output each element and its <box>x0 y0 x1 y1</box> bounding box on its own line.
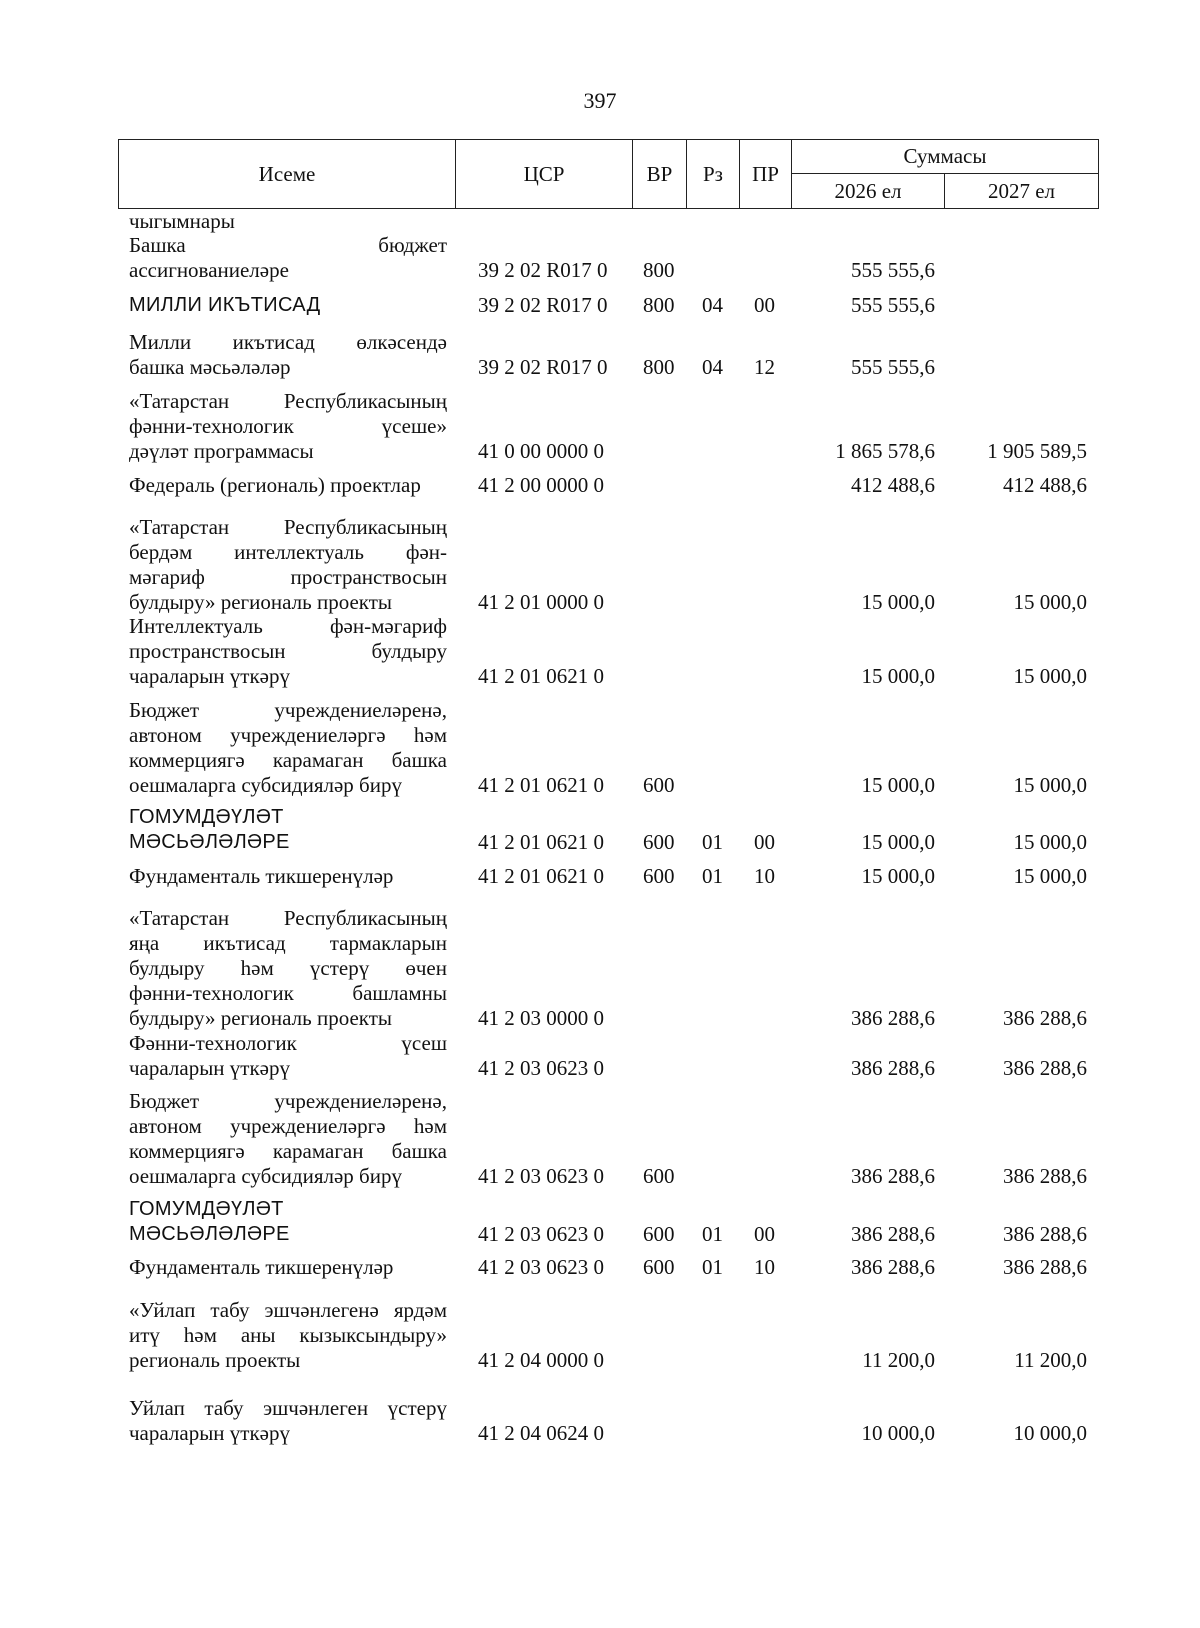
row-name-line: коммерциягә карамаган башка <box>129 1139 447 1163</box>
row-y2027: 11 200,0 <box>1014 1348 1087 1372</box>
row-vr: 600 <box>643 1255 675 1279</box>
row-y2027: 15 000,0 <box>1013 664 1087 688</box>
row-vr: 800 <box>643 355 675 379</box>
row-y2026: 386 288,6 <box>851 1222 935 1246</box>
header-pr: ПР <box>740 140 792 209</box>
row-csr: 41 2 03 0623 0 <box>478 1222 604 1246</box>
row-csr: 41 2 01 0621 0 <box>478 830 604 854</box>
row-name-line: «Татарстан Республикасының <box>129 906 447 930</box>
row-name-line: чараларын үткәрү <box>129 664 290 688</box>
row-name <box>129 1031 447 1081</box>
row-csr: 41 2 03 0623 0 <box>478 1164 604 1188</box>
row-name-line: чараларын үткәрү <box>129 1056 290 1080</box>
row-vr: 800 <box>643 258 675 282</box>
row-vr: 800 <box>643 293 675 317</box>
row-name-line: булдыру» региональ проекты <box>129 1006 392 1030</box>
row-y2027: 15 000,0 <box>1013 864 1087 888</box>
row-name-line: Фәнни-технологик үсеш <box>129 1031 447 1055</box>
row-y2026: 15 000,0 <box>861 830 935 854</box>
row-name-line: булдыру» региональ проекты <box>129 590 392 614</box>
row-name-line: чараларын үткәрү <box>129 1421 290 1445</box>
row-y2026: 15 000,0 <box>861 864 935 888</box>
table-row <box>0 515 1200 615</box>
table-row <box>0 906 1200 1031</box>
row-name <box>129 293 447 318</box>
row-rz: 01 <box>702 864 723 888</box>
table-row <box>0 864 1200 889</box>
row-name-line: Милли икътисад өлкәсендә <box>129 330 447 354</box>
row-y2026: 1 865 578,6 <box>835 439 935 463</box>
page-number: 397 <box>583 88 617 113</box>
row-name-line: башка мәсьәләләр <box>129 355 291 379</box>
row-csr: 41 2 04 0624 0 <box>478 1421 604 1445</box>
row-rz: 04 <box>702 355 723 379</box>
row-csr: 41 2 01 0621 0 <box>478 864 604 888</box>
row-y2026: 11 200,0 <box>862 1348 935 1372</box>
row-y2026: 386 288,6 <box>851 1255 935 1279</box>
table-row <box>0 389 1200 464</box>
row-name-line: МӘСЬӘЛӘЛӘРЕ <box>129 831 290 853</box>
row-name-line: ассигнованиеләре <box>129 258 289 282</box>
table-row <box>0 473 1200 498</box>
row-y2027: 386 288,6 <box>1003 1255 1087 1279</box>
row-name <box>129 906 447 1031</box>
header-sums: Суммасы <box>792 140 1099 174</box>
row-vr: 600 <box>643 830 675 854</box>
row-csr: 41 2 01 0621 0 <box>478 664 604 688</box>
table-row <box>0 293 1200 318</box>
row-y2027: 386 288,6 <box>1003 1164 1087 1188</box>
row-pr: 00 <box>754 293 775 317</box>
row-y2026: 386 288,6 <box>851 1006 935 1030</box>
table-row <box>0 1396 1200 1446</box>
row-y2026: 412 488,6 <box>851 473 935 497</box>
row-y2026: 10 000,0 <box>861 1421 935 1445</box>
row-pr: 00 <box>754 1222 775 1246</box>
row-y2026: 15 000,0 <box>861 773 935 797</box>
table-row <box>0 1031 1200 1081</box>
header-name: Исеме <box>119 140 456 209</box>
row-name <box>129 698 447 798</box>
header-rz: Рз <box>687 140 740 209</box>
row-name <box>129 515 447 615</box>
row-csr: 41 2 01 0621 0 <box>478 773 604 797</box>
row-name-line: Бюджет учреждениеләренә, <box>129 698 447 722</box>
header-year-2026: 2026 ел <box>792 174 945 209</box>
table-row <box>0 805 1200 855</box>
row-csr: 41 2 03 0623 0 <box>478 1255 604 1279</box>
row-name <box>129 1298 447 1373</box>
row-vr: 600 <box>643 1164 675 1188</box>
row-name <box>129 1255 447 1280</box>
table-row <box>0 698 1200 798</box>
row-name-line: автоном учреждениеләргә һәм <box>129 1114 447 1138</box>
row-name-line: МӘСЬӘЛӘЛӘРЕ <box>129 1223 290 1245</box>
row-csr: 41 2 01 0000 0 <box>478 590 604 614</box>
row-csr: 39 2 02 R017 0 <box>478 355 608 379</box>
row-pr: 10 <box>754 864 775 888</box>
row-csr: 41 2 04 0000 0 <box>478 1348 604 1372</box>
row-y2027: 1 905 589,5 <box>987 439 1087 463</box>
row-vr: 600 <box>643 864 675 888</box>
row-name-line: Интеллектуаль фән-мәгариф <box>129 614 447 638</box>
row-name-line: Фундаменталь тикшеренүләр <box>129 864 394 888</box>
row-y2026: 555 555,6 <box>851 355 935 379</box>
row-name-line: региональ проекты <box>129 1348 301 1372</box>
row-name-line: дәүләт программасы <box>129 439 314 463</box>
row-y2027: 412 488,6 <box>1003 473 1087 497</box>
row-y2027: 15 000,0 <box>1013 590 1087 614</box>
header-csr: ЦСР <box>456 140 633 209</box>
row-name-line: ГОМУМДӘҮЛӘТ <box>129 1198 284 1220</box>
row-y2027: 386 288,6 <box>1003 1056 1087 1080</box>
table-row <box>0 209 1200 234</box>
row-vr: 600 <box>643 773 675 797</box>
row-name-line: бердәм интеллектуаль фән- <box>129 540 447 564</box>
row-name <box>129 864 447 889</box>
row-csr: 41 0 00 0000 0 <box>478 439 604 463</box>
row-name-line: Уйлап табу эшчәнлеген үстерү <box>129 1396 447 1420</box>
table-header <box>118 139 1099 209</box>
row-name-line: автоном учреждениеләргә һәм <box>129 723 447 747</box>
row-name-line: итү һәм аны кызыксындыру» <box>129 1323 447 1347</box>
row-name-line: «Татарстан Республикасының <box>129 515 447 539</box>
row-name-line: фәнни-технологик башламны <box>129 981 447 1005</box>
row-name <box>129 1396 447 1446</box>
row-y2026: 386 288,6 <box>851 1056 935 1080</box>
row-pr: 10 <box>754 1255 775 1279</box>
row-y2027: 15 000,0 <box>1013 773 1087 797</box>
row-csr: 41 2 00 0000 0 <box>478 473 604 497</box>
row-y2027: 10 000,0 <box>1013 1421 1087 1445</box>
table-row <box>0 1298 1200 1373</box>
row-csr: 41 2 03 0000 0 <box>478 1006 604 1030</box>
row-y2026: 555 555,6 <box>851 293 935 317</box>
row-name-line: коммерциягә карамаган башка <box>129 748 447 772</box>
row-y2026: 15 000,0 <box>861 590 935 614</box>
row-name <box>129 1089 447 1189</box>
row-name-line: оешмаларга субсидияләр бирү <box>129 1164 402 1188</box>
row-name-line: Бюджет учреждениеләренә, <box>129 1089 447 1113</box>
row-vr: 600 <box>643 1222 675 1246</box>
row-y2026: 555 555,6 <box>851 258 935 282</box>
row-name-line: яңа икътисад тармакларын <box>129 931 447 955</box>
row-csr: 39 2 02 R017 0 <box>478 293 608 317</box>
row-rz: 01 <box>702 1255 723 1279</box>
row-name-line: мәгариф пространствосын <box>129 565 447 589</box>
row-name-line: Федераль (региональ) проектлар <box>129 473 421 497</box>
row-rz: 01 <box>702 830 723 854</box>
row-y2027: 15 000,0 <box>1013 830 1087 854</box>
row-name-line: МИЛЛИ ИКЪТИСАД <box>129 294 321 316</box>
row-pr: 00 <box>754 830 775 854</box>
row-rz: 04 <box>702 293 723 317</box>
row-name <box>129 805 447 855</box>
row-name-line: Башка бюджет <box>129 233 447 257</box>
row-y2027: 386 288,6 <box>1003 1222 1087 1246</box>
row-name-line: «Татарстан Республикасының <box>129 389 447 413</box>
row-name-line: чыгымнары <box>129 209 235 233</box>
row-rz: 01 <box>702 1222 723 1246</box>
row-y2026: 386 288,6 <box>851 1164 935 1188</box>
row-name <box>129 1197 447 1247</box>
row-y2026: 15 000,0 <box>861 664 935 688</box>
table-row <box>0 1089 1200 1189</box>
header-year-2027: 2027 ел <box>945 174 1099 209</box>
table-row <box>0 233 1200 283</box>
table-row <box>0 614 1200 689</box>
header-vr: ВР <box>633 140 687 209</box>
table-row <box>0 1255 1200 1280</box>
row-name <box>129 330 447 380</box>
row-name-line: «Уйлап табу эшчәнлегенә ярдәм <box>129 1298 447 1322</box>
row-name <box>129 233 447 283</box>
table-row <box>0 1197 1200 1247</box>
row-name <box>129 473 447 498</box>
row-name-line: Фундаменталь тикшеренүләр <box>129 1255 394 1279</box>
row-csr: 41 2 03 0623 0 <box>478 1056 604 1080</box>
row-csr: 39 2 02 R017 0 <box>478 258 608 282</box>
row-name <box>129 614 447 689</box>
row-name-line: пространствосын булдыру <box>129 639 447 663</box>
row-name <box>129 389 447 464</box>
row-name-line: оешмаларга субсидияләр бирү <box>129 773 402 797</box>
table-row <box>0 330 1200 380</box>
row-pr: 12 <box>754 355 775 379</box>
row-name-line: фәнни-технологик үсеше» <box>129 414 447 438</box>
row-name <box>129 209 447 234</box>
row-name-line: булдыру һәм үстерү өчен <box>129 956 447 980</box>
row-y2027: 386 288,6 <box>1003 1006 1087 1030</box>
row-name-line: ГОМУМДӘҮЛӘТ <box>129 806 284 828</box>
